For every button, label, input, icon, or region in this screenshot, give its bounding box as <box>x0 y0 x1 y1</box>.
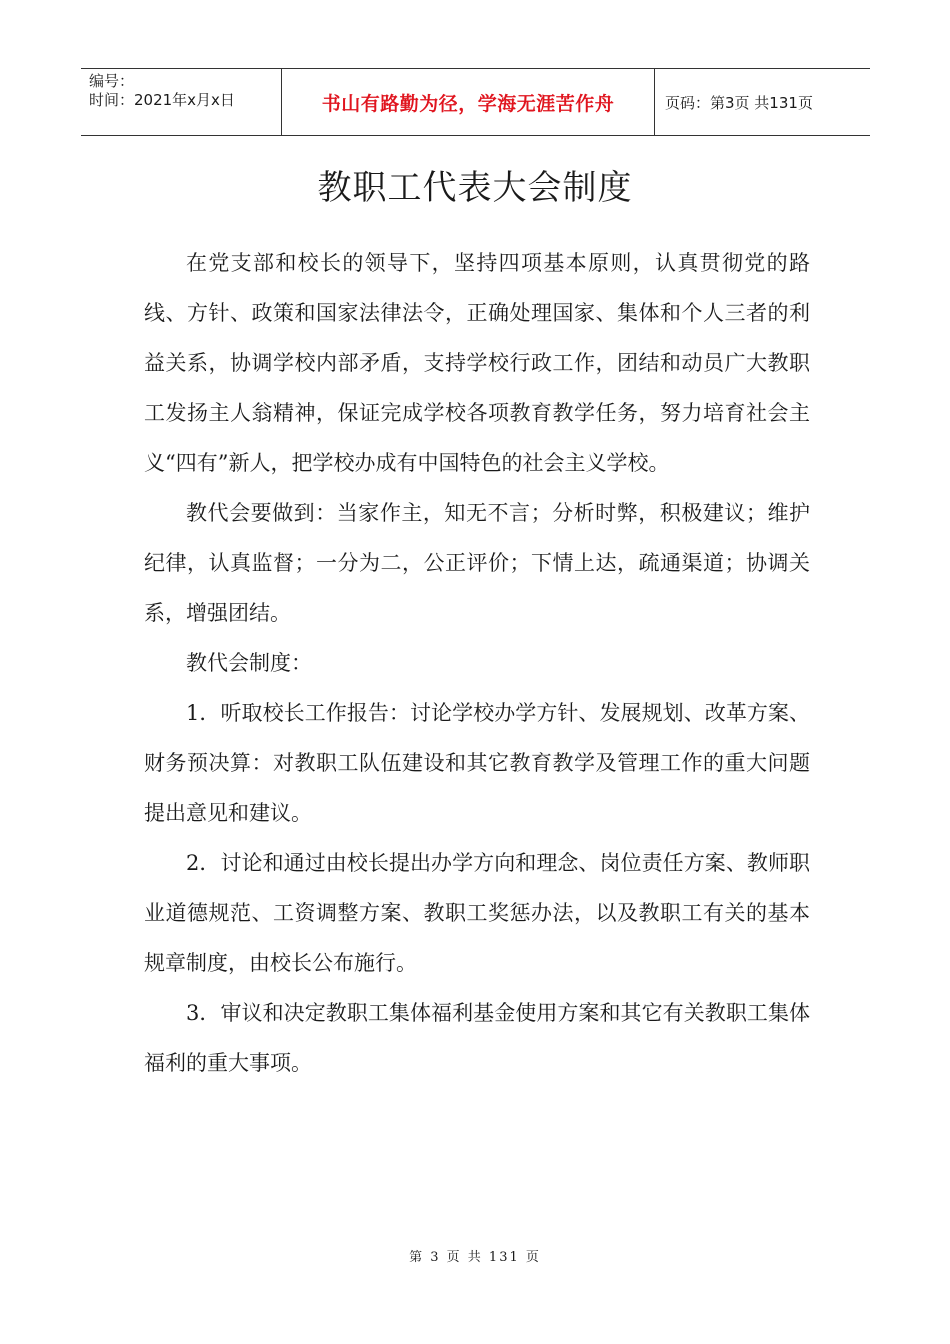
document-title: 教职工代表大会制度 <box>317 168 633 208</box>
paragraph-system-heading: 教代会制度： <box>186 651 312 675</box>
paragraph-item-3: 3．审议和决定教职工集体福利基金使用方案和其它有关教职工集体福利的重大事项。 <box>144 1001 810 1075</box>
date-line: 时间：2021年x月x日 <box>89 91 235 109</box>
header-meta-cell <box>81 69 282 135</box>
motto-text: 书山有路勤为径，学海无涯苦作舟 <box>321 92 615 115</box>
document-body <box>144 238 810 1088</box>
header-motto-cell <box>282 69 655 135</box>
header-page-cell <box>655 69 870 135</box>
page-footer: 第 3 页 共 131 页 <box>409 1250 541 1265</box>
paragraph-item-1: 1．听取校长工作报告：讨论学校办学方针、发展规划、改革方案、财务预决算：对教职工队伍建设和其它教育教学及管理工作的重大问题提出意见和建议。 <box>144 701 810 825</box>
paragraph-requirements: 教代会要做到：当家作主，知无不言；分析时弊，积极建议；维护纪律，认真监督；一分为二，公正评价；下情上达，疏通渠道；协调关系，增强团结。 <box>144 501 810 625</box>
header-table <box>81 68 870 136</box>
paragraph-intro: 在党支部和校长的领导下，坚持四项基本原则，认真贯彻党的路线、方针、政策和国家法律法令，正确处理国家、集体和个人三者的利益关系，协调学校内部矛盾，支持学校行政工作，团结和动员广大教职工发扬主人翁精神，保证完成学校各项教育教学任务，努力培育社会主义“四有”新人，把学校办成有中国特色的社会主义学校。 <box>144 251 810 475</box>
page-info: 页码：第3页 共131页 <box>665 93 813 112</box>
doc-number-label: 编号： <box>89 72 135 90</box>
paragraph-item-2: 2．讨论和通过由校长提出办学方向和理念、岗位责任方案、教师职业道德规范、工资调整方案、教职工奖惩办法，以及教职工有关的基本规章制度，由校长公布施行。 <box>144 851 810 975</box>
